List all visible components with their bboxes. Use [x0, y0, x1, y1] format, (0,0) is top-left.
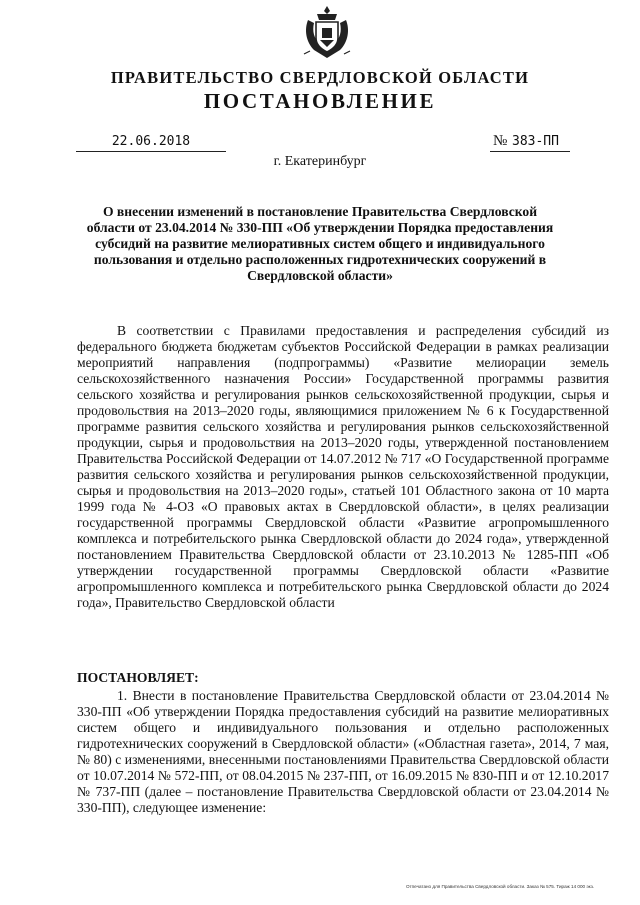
items-section — [77, 688, 609, 816]
document-number: 383-ПП — [512, 134, 559, 149]
preamble-section — [77, 323, 609, 611]
number-label: № — [493, 133, 508, 149]
document-date: 22.06.2018 — [111, 134, 191, 149]
date-underline — [76, 151, 226, 152]
organization-name: ПРАВИТЕЛЬСТВО СВЕРДЛОВСКОЙ ОБЛАСТИ — [110, 68, 530, 87]
print-footer: Отпечатано для Правительства Свердловской области. Заказ № 575. Тираж 14 000 экз. — [406, 884, 595, 889]
resolves-heading: ПОСТАНОВЛЯЕТ: — [77, 670, 199, 685]
item-1-paragraph: 1. Внести в постановление Правительства Свердловской области от 23.04.2014 № 330-ПП «Об утверждении Порядка предоставления субсидий на развитие мелиоративных систем общего и индивидуального пользования и отдельно расположенных гидротехнических сооружений в Свердловской области» («Областная газета», 2014, 7 мая, № 80) с изменениями, внесенными постановлениями Правительства Свердловской области от 10.07.2014 № 572-ПП, от 08.04.2015 № 237-ПП, от 16.09.2015 № 830-ПП и от 12.10.2017 № 737-ПП (далее – постановление Правительства Свердловской области от 23.04.2014 № 330-ПП), следующее изменение: — [77, 688, 609, 815]
document-type: ПОСТАНОВЛЕНИЕ — [203, 89, 437, 113]
number-underline — [490, 151, 570, 152]
preamble-paragraph: В соответствии с Правилами предоставления и распределения субсидий из федерального бюджета бюджетам субъектов Российской Федерации в рамках реализации мероприятий направления (подпрограммы) «Развитие мелиорации земель сельскохозяйственного назначения России» Государственной программы развития сельского хозяйства и регулирования рынков сельскохозяйственной продукции, сырья и продовольствия на 2013–2020 годы, являющимися приложением № 6 к Государственной программе развития сельского хозяйства и регулирования рынков сельскохозяйственной продукции, сырья и продовольствия на 2013–2020 годы, утвержденной постановлением Правительства Российской Федерации от 14.07.2012 № 717 «О Государственной программе развития сельского хозяйства и регулирования рынков сельскохозяйственной продукции, сырья и продовольствия на 2013–2020 годы», статьей 101 Областного закона от 10 марта 1999 года № 4-ОЗ «О правовых актах в Свердловской области», в целях реализации государственной программы Свердловской области «Развитие агропромышленного комплекса и потребительского рынка Свердловской области до 2024 года», утвержденной постановлением Правительства Свердловской области от 23.10.2013 № 1285-ПП «Об утверждении государственной программы Свердловской области «Развитие агропромышленного комплекса и потребительского рынка Свердловской области до 2024 года», Правительство Свердловской области — [77, 323, 609, 610]
document-title: О внесении изменений в постановление Правительства Свердловской области от 23.04.2014 № 330-ПП «Об утверждении Порядка предоставления субсидий на развитие мелиоративных систем общего и индивидуального пользования и отдельно расположенных гидротехнических сооружений в Свердловской области» — [86, 204, 554, 283]
city: г. Екатеринбург — [273, 154, 367, 169]
coat-of-arms-emblem — [302, 4, 352, 62]
